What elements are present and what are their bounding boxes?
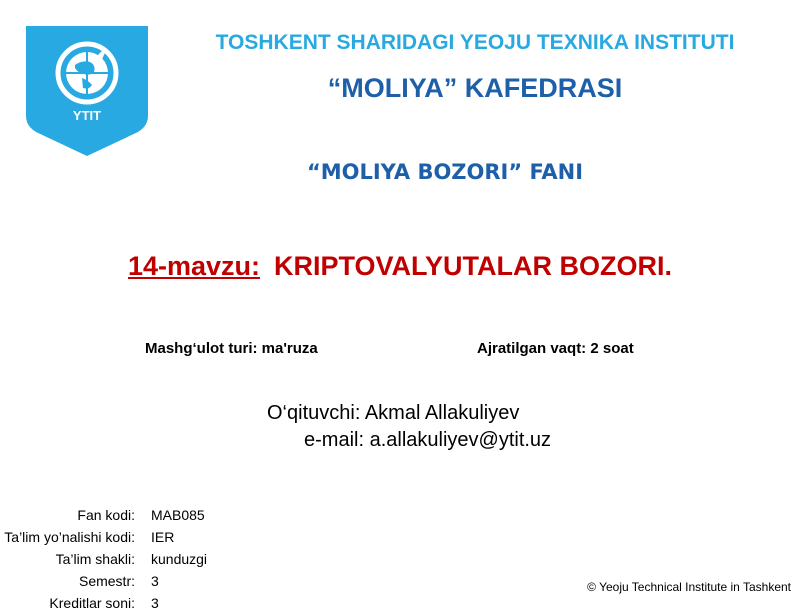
logo-text: YTIT [72,108,102,123]
department-title: “MOLIYA” KAFEDRASI [327,73,623,103]
info-row-direction-code [0,526,207,548]
teacher-name: O‘qituvchi: Akmal Allakuliyev [267,402,520,424]
course-title: “MOLIYA BOZORI” FANI [306,160,584,184]
info-label: Ta’lim yo’nalishi kodi: [4,529,135,545]
info-row-semester [0,570,207,592]
info-label: Kreditlar soni: [49,595,135,611]
topic-number: 14-mavzu: [127,251,261,281]
info-label: Fan kodi: [77,507,135,523]
info-row-course-code [0,504,207,526]
info-value: 3 [151,573,159,589]
info-row-study-form [0,548,207,570]
info-row-credits [0,592,207,614]
lesson-type: Mashg‘ulot turi: ma'ruza [145,340,318,357]
info-value: MAB085 [151,507,205,523]
topic-title: KRIPTOVALYUTALAR BOZORI. [274,251,673,281]
ytit-logo [16,18,156,158]
info-value: kunduzgi [151,551,208,567]
info-label: Ta’lim shakli: [55,551,135,567]
topic-heading [0,251,800,282]
lesson-time: Ajratilgan vaqt: 2 soat [477,340,634,357]
teacher-email: e-mail: a.allakuliyev@ytit.uz [304,429,552,451]
info-value: 3 [151,595,159,611]
institute-title: TOSHKENT SHARIDAGI YEOJU TEXNIKA INSTITUTI [215,31,735,54]
copyright-notice: © Yeoju Technical Institute in Tashkent [587,580,791,594]
course-info [0,504,207,614]
info-label: Semestr: [78,573,135,589]
info-value: IER [151,529,175,545]
